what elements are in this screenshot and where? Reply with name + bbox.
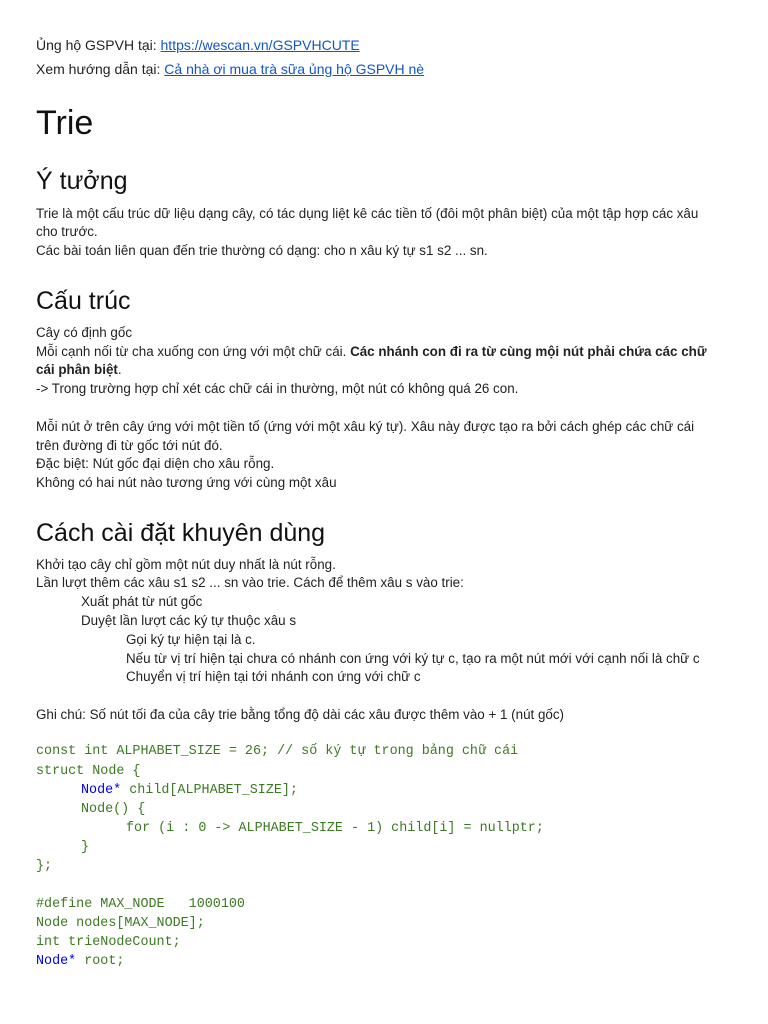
structure-line-4: -> Trong trường hợp chỉ xét các chữ cái in thường, một nút có không quá 26 con. (36, 381, 519, 396)
impl-note: Ghi chú: Số nút tối đa của cây trie bằng tổng độ dài các xâu được thêm vào + 1 (nút gốc) (36, 707, 565, 722)
impl-line-1: Khởi tạo cây chỉ gồm một nút duy nhất là nút rỗng. (36, 557, 336, 572)
code-line-11-rest: root; (76, 954, 125, 969)
structure-line-5: Mỗi nút ở trên cây ứng với một tiền tố (ứng với một xâu ký tự). Xâu này được tạo ra bởi cách ghép các chữ cái (36, 419, 695, 434)
code-line-7: }; (36, 859, 53, 874)
idea-line-1: Trie là một cấu trúc dữ liệu dạng cây, có tác dụng liệt kê các tiền tố (đôi một phân biệt) của một tập hợp các xâu (36, 206, 699, 221)
structure-line-2-normal: Mỗi cạnh nối từ cha xuống con ứng với một chữ cái. (36, 344, 351, 359)
code-line-3-rest: child[ALPHABET_SIZE]; (121, 783, 298, 798)
code-keyword: Node* (36, 954, 77, 969)
idea-line-2: cho trước. (36, 224, 98, 239)
page-title: Trie (36, 104, 94, 142)
heading-structure: Cấu trúc (36, 287, 131, 315)
structure-line-8: Không có hai nút nào tương ứng với cùng một xâu (36, 475, 337, 490)
code-line-1: const int ALPHABET_SIZE = 26; // số ký tự trong bảng chữ cái (36, 744, 519, 759)
impl-step-2: Duyệt lần lượt các ký tự thuộc xâu s (81, 613, 297, 628)
code-line-6: } (81, 840, 90, 855)
structure-line-3-bold: cái phân biệt (36, 362, 118, 377)
structure-line-2 (36, 343, 707, 362)
structure-line-3-tail: . (117, 362, 122, 377)
guide-line (36, 60, 424, 78)
code-line-5: for (i : 0 -> ALPHABET_SIZE - 1) child[i] = nullptr; (126, 821, 544, 836)
heading-implementation: Cách cài đặt khuyên dùng (36, 519, 326, 547)
code-line-4: Node() { (81, 802, 146, 817)
code-line-9: Node nodes[MAX_NODE]; (36, 916, 205, 931)
code-line-11 (36, 952, 124, 971)
structure-line-2-bold: Các nhánh con đi ra từ cùng mội nút phải chứa các chữ (350, 344, 707, 359)
code-line-2: struct Node { (36, 764, 141, 779)
structure-line-1: Cây có định gốc (36, 325, 133, 340)
support-prefix: Ủng hộ GSPVH tại: (36, 37, 161, 53)
idea-line-3: Các bài toán liên quan đến trie thường có dạng: cho n xâu ký tự s1 s2 ... sn. (36, 243, 488, 258)
structure-line-3 (36, 361, 122, 380)
structure-line-6: trên đường đi từ gốc tới nút đó. (36, 438, 223, 453)
code-line-8: #define MAX_NODE 1000100 (36, 897, 245, 912)
impl-substep-3: Chuyển vị trí hiện tại tới nhánh con ứng với chữ c (126, 669, 421, 684)
code-line-10: int trieNodeCount; (36, 935, 181, 950)
impl-substep-2: Nếu từ vị trí hiện tại chưa có nhánh con ứng với ký tự c, tạo ra một nút mới với cạnh nối là chữ c (126, 651, 700, 666)
structure-line-7: Đặc biệt: Nút gốc đại diện cho xâu rỗng. (36, 456, 275, 471)
code-keyword: Node* (81, 783, 122, 798)
support-link[interactable]: https://wescan.vn/GSPVHCUTE (160, 37, 360, 53)
code-line-3 (81, 781, 298, 800)
guide-prefix: Xem hướng dẫn tại: (36, 61, 165, 77)
support-line (36, 36, 360, 54)
impl-step-1: Xuất phát từ nút gốc (81, 594, 203, 609)
impl-substep-1: Gọi ký tự hiện tại là c. (126, 632, 256, 647)
impl-line-2: Lần lượt thêm các xâu s1 s2 ... sn vào trie. Cách để thêm xâu s vào trie: (36, 575, 464, 590)
heading-idea: Ý tưởng (36, 167, 128, 195)
guide-link[interactable]: Cả nhà ơi mua trà sữa ủng hộ GSPVH nè (164, 61, 425, 77)
